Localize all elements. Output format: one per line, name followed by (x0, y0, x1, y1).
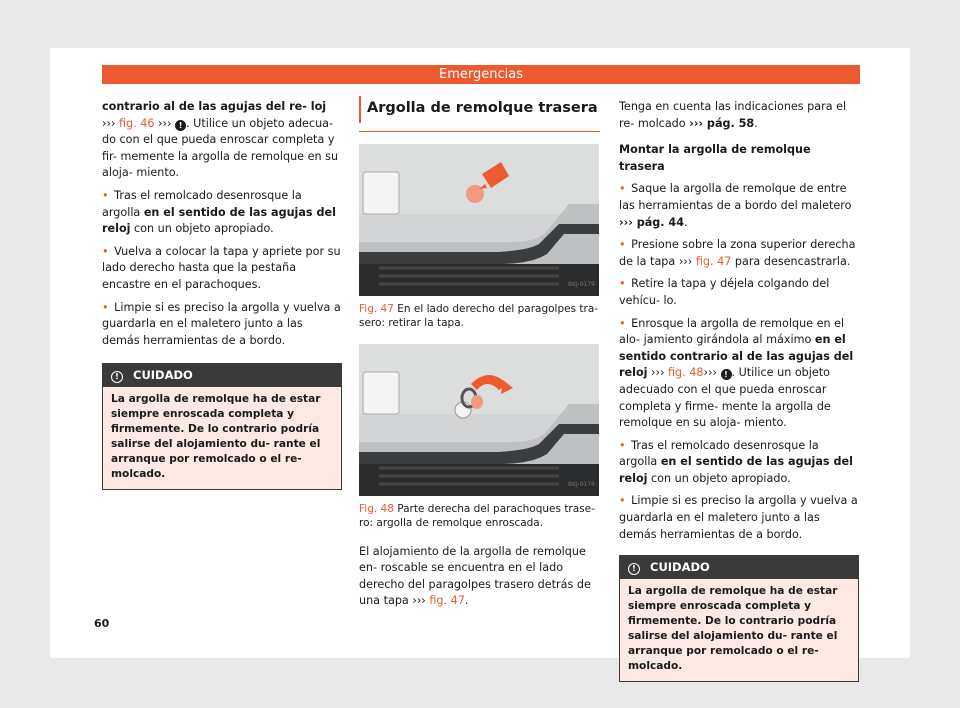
paragraph-location: El alojamiento de la argolla de remolque en- roscable se encuentra en el lado derecho del paragolpes trasero detrás de una tapa ››› fig. 47. (359, 544, 591, 608)
figure-48-image (359, 344, 599, 496)
caution-text: La argolla de remolque ha de estar siempre enroscada completa y firmemente. De lo contrario podría salirse del alojamiento du- rante el arranque por remolcado o el re- molcado. (103, 387, 341, 489)
bullet-item: • Limpie si es preciso la argolla y vuelva a guardarla en el maletero junto a las demás herramientas de a bordo. (619, 494, 858, 541)
caution-ref-icon[interactable]: ! (175, 120, 186, 131)
caution-header: ! CUIDADO (103, 364, 341, 387)
bullet-item: • Presione sobre la zona superior derecha de la tapa ››› fig. 47 para desencastrarla. (619, 238, 856, 268)
figure-47-caption: Fig. 47 En el lado derecho del paragolpes tra- sero: retirar la tapa. (359, 302, 599, 329)
fig-47-link[interactable]: fig. 47 (695, 254, 732, 268)
caution-box (619, 555, 859, 682)
figure-id: BKJ-0179 (567, 281, 595, 288)
bullet-item: • Limpie si es preciso la argolla y vuelva a guardarla en el maletero junto a las demás herramientas de a bordo. (102, 300, 341, 347)
bumper-cover-illustration (359, 144, 599, 296)
bullet-item: • Tras el remolcado desenrosque la argolla en el sentido de las agujas del reloj con un objeto apropiado. (102, 188, 336, 236)
caution-header: ! CUIDADO (620, 556, 858, 579)
warning-circle-icon: ! (111, 371, 123, 383)
caution-text: La argolla de remolque ha de estar siempre enroscada completa y firmemente. De lo contrario podría salirse del alojamiento du- rante el arranque por remolcado o el re- molcado. (620, 579, 858, 681)
fig-46-link[interactable]: fig. 46 (118, 116, 155, 130)
bullet-icon: • (619, 277, 626, 291)
section-title-wrap (359, 96, 600, 132)
column-middle (359, 96, 600, 616)
bullet-icon: • (619, 438, 626, 452)
fig-48-link[interactable]: fig. 48 (668, 366, 704, 380)
figure-47-image (359, 144, 599, 296)
bullet-icon: • (619, 316, 626, 330)
figure-48-caption: Fig. 48 Parte derecha del parachoques trase- ro: argolla de remolque enroscada. (359, 502, 595, 529)
paragraph-continuation: contrario al de las agujas del re- loj ››› fig. 46 ››› ! . Utilice un objeto adecua- do con el que pueda enroscar completa y fir- memente la argolla de remolque en su aloja- miento. (102, 100, 339, 180)
column-left (102, 99, 342, 490)
bullet-icon: • (619, 238, 626, 252)
bullet-icon: • (619, 182, 626, 196)
warning-circle-icon: ! (628, 563, 640, 575)
fig-47-link[interactable]: fig. 47 (429, 594, 465, 608)
page-number: 60 (94, 617, 110, 630)
paragraph-intro: Tenga en cuenta las indicaciones para el re- molcado ››› pág. 58. (619, 100, 847, 130)
caution-ref-icon[interactable]: ! (721, 369, 732, 380)
figure-id: BKJ-0176 (567, 481, 595, 488)
tow-eye-installed-illustration (359, 344, 599, 496)
bullet-icon: • (102, 188, 109, 202)
bullet-item: • Saque la argolla de remolque de entre las herramientas de a bordo del maletero ››› pág. 44. (619, 182, 852, 229)
bullet-icon: • (102, 244, 109, 258)
bullet-icon: • (619, 494, 626, 508)
bullet-icon: • (102, 300, 109, 314)
page-58-link[interactable]: ››› pág. 58 (689, 116, 755, 130)
bullet-item: • Tras el remolcado desenrosque la argolla en el sentido de las agujas del reloj con un objeto apropiado. (619, 438, 853, 485)
column-right (619, 99, 859, 682)
section-title: Argolla de remolque trasera (359, 96, 600, 123)
page-44-link[interactable]: ››› pág. 44 (619, 215, 685, 229)
bullet-item: • Vuelva a colocar la tapa y apriete por su lado derecho hasta que la pestaña encastre en el parachoques. (102, 244, 341, 291)
bullet-item: • Enrosque la argolla de remolque en el alo- jamiento girándola al máximo en el sentido contrario al de las agujas del reloj ››› fig. 48››› ! . Utilice un objeto adecuado con el que pueda enroscar completa y firme- mente la argolla de remolque en su aloja- miento. (619, 316, 854, 430)
caution-box (102, 363, 342, 490)
bullet-item: • Retire la tapa y déjela colgando del vehícu- lo. (619, 277, 830, 307)
chapter-header: Emergencias (102, 65, 860, 84)
subheading: Montar la argolla de remolque trasera (619, 143, 811, 173)
